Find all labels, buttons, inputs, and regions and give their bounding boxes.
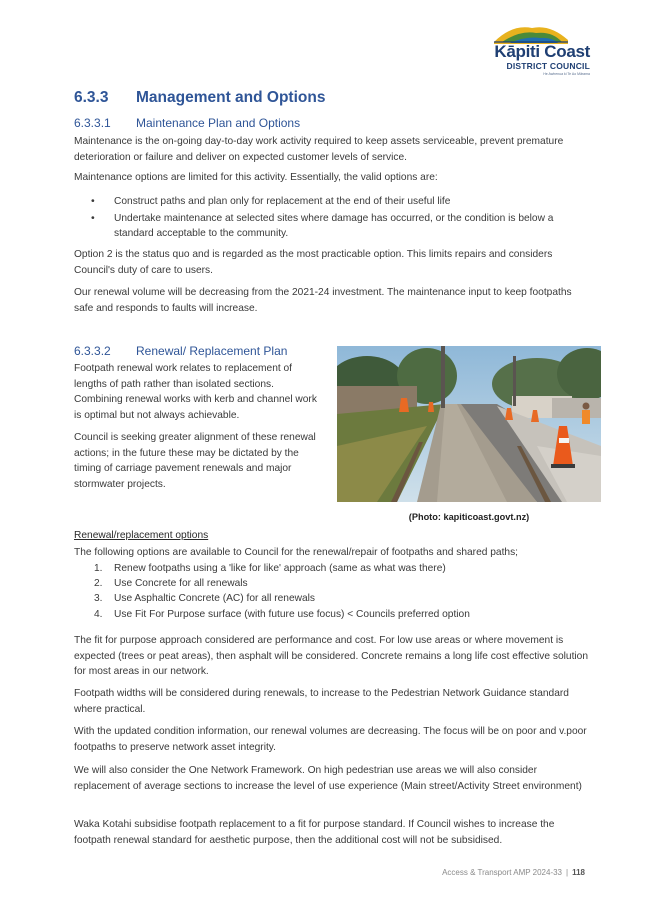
renewal-number: 6.3.3.2 bbox=[74, 344, 111, 358]
page-number: 118 bbox=[572, 868, 585, 877]
maintenance-after-2: Our renewal volume will be decreasing from the 2021-24 investment. The maintenance input to keep footpaths safe and responds to faults will increase. bbox=[74, 287, 572, 314]
options-heading: Renewal/replacement options bbox=[74, 530, 209, 541]
options-paragraph-1: The fit for purpose approach considered are performance and cost. For low use areas or where movement is expected (trees or peat areas), then asphalt will be considered. Concrete remains a long life cost effective solution for most areas in our network. bbox=[74, 635, 588, 677]
maintenance-number: 6.3.3.1 bbox=[74, 116, 111, 130]
renewal-paragraph-2: Council is seeking greater alignment of these renewal actions; in the future these may be dictated by the timing of carriage pavement renewals and major stormwater projects. bbox=[74, 432, 316, 490]
bullet-item: • Construct paths and plan only for replacement at the end of their useful life bbox=[74, 194, 589, 210]
footpath-construction-image bbox=[337, 346, 601, 502]
logo-subtitle: DISTRICT COUNCIL bbox=[506, 61, 590, 71]
options-paragraph-4: We will also consider the One Network Framework. On high pedestrian use areas we will also consider replacement of average sections to increase the level of use experience (Main street/Activity Street environment) bbox=[74, 765, 582, 792]
council-logo bbox=[470, 22, 590, 80]
logo-hills-icon bbox=[492, 22, 570, 44]
options-list bbox=[74, 561, 589, 622]
option-text: Use Concrete for all renewals bbox=[114, 578, 248, 590]
option-text: Use Fit For Purpose surface (with future use focus) < Councils preferred option bbox=[114, 608, 470, 620]
logo-tagline: He Awhenua ki Te Ao Mārama bbox=[543, 72, 590, 76]
footpath-photo bbox=[337, 346, 601, 502]
maintenance-heading bbox=[74, 116, 300, 130]
option-item bbox=[74, 576, 589, 591]
footer-document-title: Access & Transport AMP 2024-33 bbox=[442, 868, 563, 877]
logo-name: Kāpiti Coast bbox=[494, 42, 590, 61]
renewal-paragraph-1: Footpath renewal work relates to replacement of lengths of path rather than isolated sections. Combining renewal works with kerb and channel work is optimal but not always achievable. bbox=[74, 363, 317, 421]
options-paragraph-5: Waka Kotahi subsidise footpath replacement to a fit for purpose standard. If Council wishes to increase the footpath renewal standard for aesthetic purpose, then the additional cost will not be subsidised. bbox=[74, 819, 555, 846]
option-item bbox=[74, 561, 589, 576]
maintenance-paragraph-2: Maintenance options are limited for this activity. Essentially, the valid options are: bbox=[74, 172, 438, 183]
section-title: Management and Options bbox=[136, 89, 326, 106]
options-paragraph-3: With the updated condition information, our renewal volumes are decreasing. The focus will be on poor and v.poor footpaths to preserve network asset integrity. bbox=[74, 726, 587, 753]
options-paragraph-2: Footpath widths will be considered during renewals, to increase to the Pedestrian Network Guidance standard where practical. bbox=[74, 688, 569, 715]
bullet-item: • Undertake maintenance at selected sites where damage has occurred, or the condition is below a standard acceptable to the community. bbox=[74, 211, 589, 242]
option-item bbox=[74, 591, 589, 606]
option-number: 1. bbox=[94, 563, 103, 574]
option-text: Renew footpaths using a 'like for like' approach (same as what was there) bbox=[114, 563, 446, 574]
maintenance-title: Maintenance Plan and Options bbox=[136, 116, 301, 130]
option-number: 2. bbox=[94, 578, 103, 590]
maintenance-bullet-list bbox=[74, 194, 589, 243]
option-number: 4. bbox=[94, 608, 103, 620]
renewal-heading bbox=[74, 344, 287, 358]
maintenance-after-1: Option 2 is the status quo and is regarded as the most practicable option. This limits repairs and considers Council's duty of care to users. bbox=[74, 249, 553, 276]
footer-separator: | bbox=[566, 868, 569, 877]
option-text: Use Asphaltic Concrete (AC) for all renewals bbox=[114, 593, 315, 605]
option-item bbox=[74, 607, 589, 622]
renewal-title: Renewal/ Replacement Plan bbox=[136, 344, 288, 358]
maintenance-paragraph-1: Maintenance is the on-going day-to-day work activity required to keep assets serviceable, prevent premature deterioration or failure and deliver on expected customer levels of service. bbox=[74, 136, 564, 163]
photo-caption: (Photo: kapiticoast.govt.nz) bbox=[408, 512, 530, 522]
section-heading bbox=[74, 89, 325, 107]
section-number: 6.3.3 bbox=[74, 89, 109, 106]
option-number: 3. bbox=[94, 593, 103, 605]
page-footer bbox=[442, 868, 585, 877]
options-intro: The following options are available to Council for the renewal/repair of footpaths and shared paths; bbox=[74, 547, 518, 558]
